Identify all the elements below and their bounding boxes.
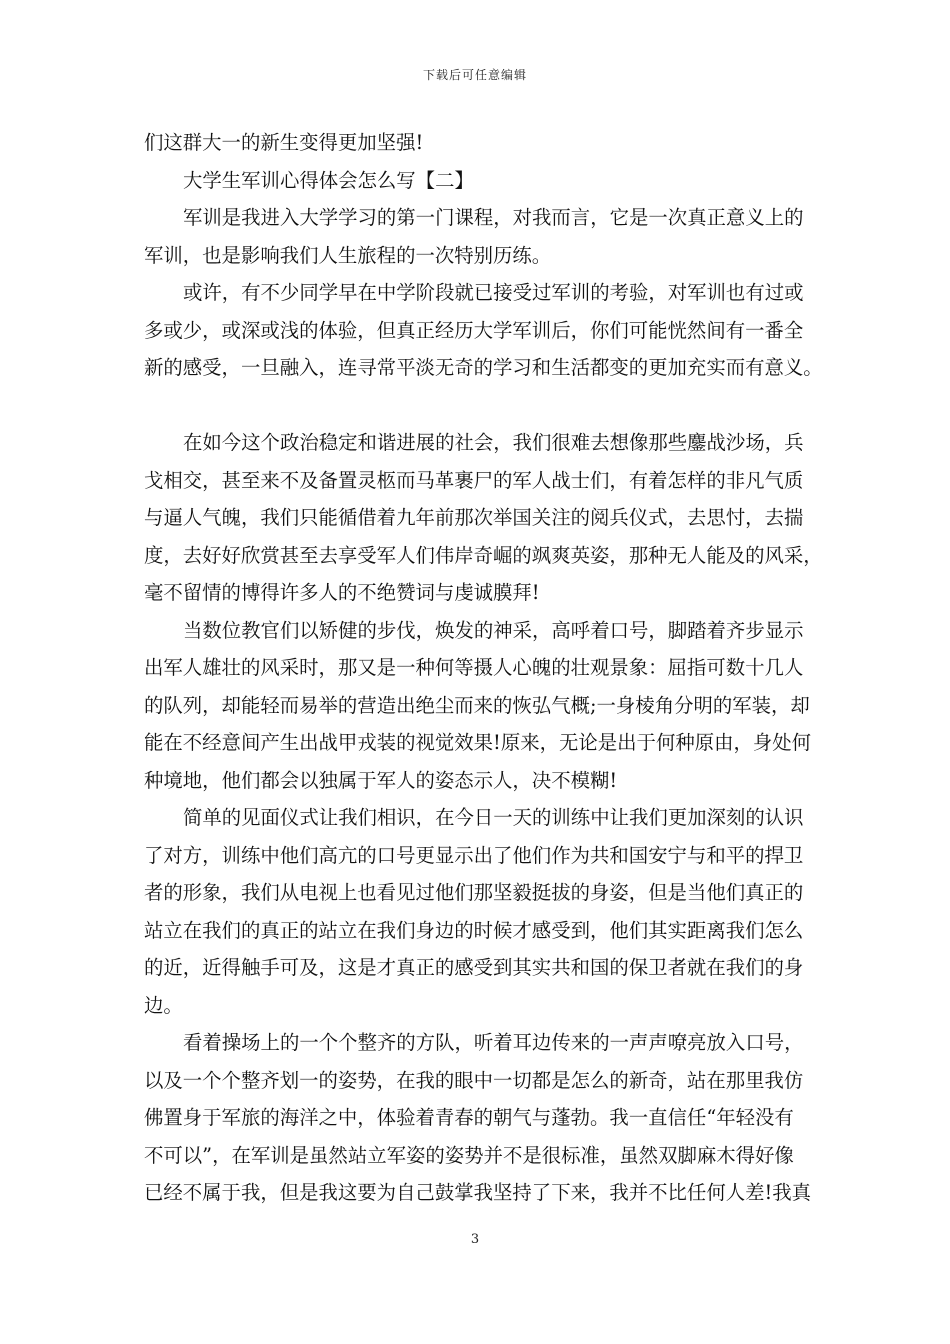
text-line: 佛置身于军旅的海洋之中，体验着青春的朝气与蓬勃。我一直信任“年轻没有: [144, 1106, 794, 1129]
text-line: 的队列，却能轻而易举的营造出绝尘而来的恢弘气概;一身棱角分明的军装，却: [144, 693, 810, 717]
text-line: 与逼人气魄，我们只能循借着九年前那次举国关注的阅兵仪式，去思忖，去揣: [144, 506, 804, 529]
text-line: 看着操场上的一个个整齐的方队，听着耳边传来的一声声嘹亮放入口号，: [183, 1031, 804, 1054]
section-heading: 大学生军训心得体会怎么写【二】: [183, 168, 474, 192]
text-line: 以及一个个整齐划一的姿势，在我的眼中一切都是怎么的新奇，站在那里我仿: [144, 1068, 804, 1092]
text-line: 在如今这个政治稳定和谐进展的社会，我们很难去想像那些鏖战沙场，兵: [183, 431, 804, 454]
text-line: 边。: [144, 993, 183, 1017]
text-line: 毫不留情的博得许多人的不绝赞词与虔诚膜拜!: [144, 581, 540, 604]
text-line: 出军人雄壮的风采时，那又是一种何等摄人心魄的壮观景象：屈指可数十几人: [144, 656, 804, 679]
text-line: 或许，有不少同学早在中学阶段就已接受过军训的考验，对军训也有过或: [183, 281, 804, 304]
text-line: 当数位教官们以矫健的步伐，焕发的神采，高呼着口号，脚踏着齐步显示: [183, 618, 804, 642]
page-header: 下载后可任意编辑: [422, 68, 527, 82]
paragraph-spacer: [144, 387, 820, 425]
text-line: 站立在我们的真正的站立在我们身边的时候才感受到，他们其实距离我们怎么: [144, 918, 804, 942]
text-line: 能在不经意间产生出战甲戎装的视觉效果!原来，无论是出于何种原由，身处何: [144, 731, 812, 754]
text-line: 军训，也是影响我们人生旅程的一次特别历练。: [144, 243, 552, 267]
page-number: 3: [470, 1232, 480, 1247]
text-line: 种境地，他们都会以独属于军人的姿态示人，决不模糊!: [144, 768, 618, 792]
text-line: 戈相交，甚至来不及备置灵柩而马革裹尸的军人战士们，有着怎样的非凡气质: [144, 468, 804, 492]
text-line: 们这群大一的新生变得更加坚强!: [144, 131, 424, 154]
text-line: 度，去好好欣赏甚至去享受军人们伟岸奇崛的飒爽英姿，那种无人能及的风采，: [144, 543, 823, 567]
text-line: 已经不属于我，但是我这要为自己鼓掌我坚持了下来，我并不比任何人差!我真: [144, 1181, 812, 1204]
text-line: 了对方，训练中他们高亢的口号更显示出了他们作为共和国安宁与和平的捍卫: [144, 843, 804, 867]
text-line: 的近，近得触手可及，这是才真正的感受到其实共和国的保卫者就在我们的身: [144, 956, 804, 979]
text-line: 军训是我进入大学学习的第一门课程，对我而言，它是一次真正意义上的: [183, 206, 804, 229]
text-line: 简单的见面仪式让我们相识，在今日一天的训练中让我们更加深刻的认识: [183, 806, 804, 829]
text-line: 不可以”，在军训是虽然站立军姿的姿势并不是很标准，虽然双脚麻木得好像: [144, 1143, 794, 1167]
text-line: 多或少，或深或浅的体验，但真正经历大学军训后，你们可能恍然间有一番全: [144, 318, 804, 342]
document-body: [144, 124, 823, 1212]
text-line: 新的感受，一旦融入，连寻常平淡无奇的学习和生活都变的更加充实而有意义。: [144, 356, 823, 379]
text-line: 者的形象，我们从电视上也看见过他们那坚毅挺拔的身姿，但是当他们真正的: [144, 881, 804, 904]
